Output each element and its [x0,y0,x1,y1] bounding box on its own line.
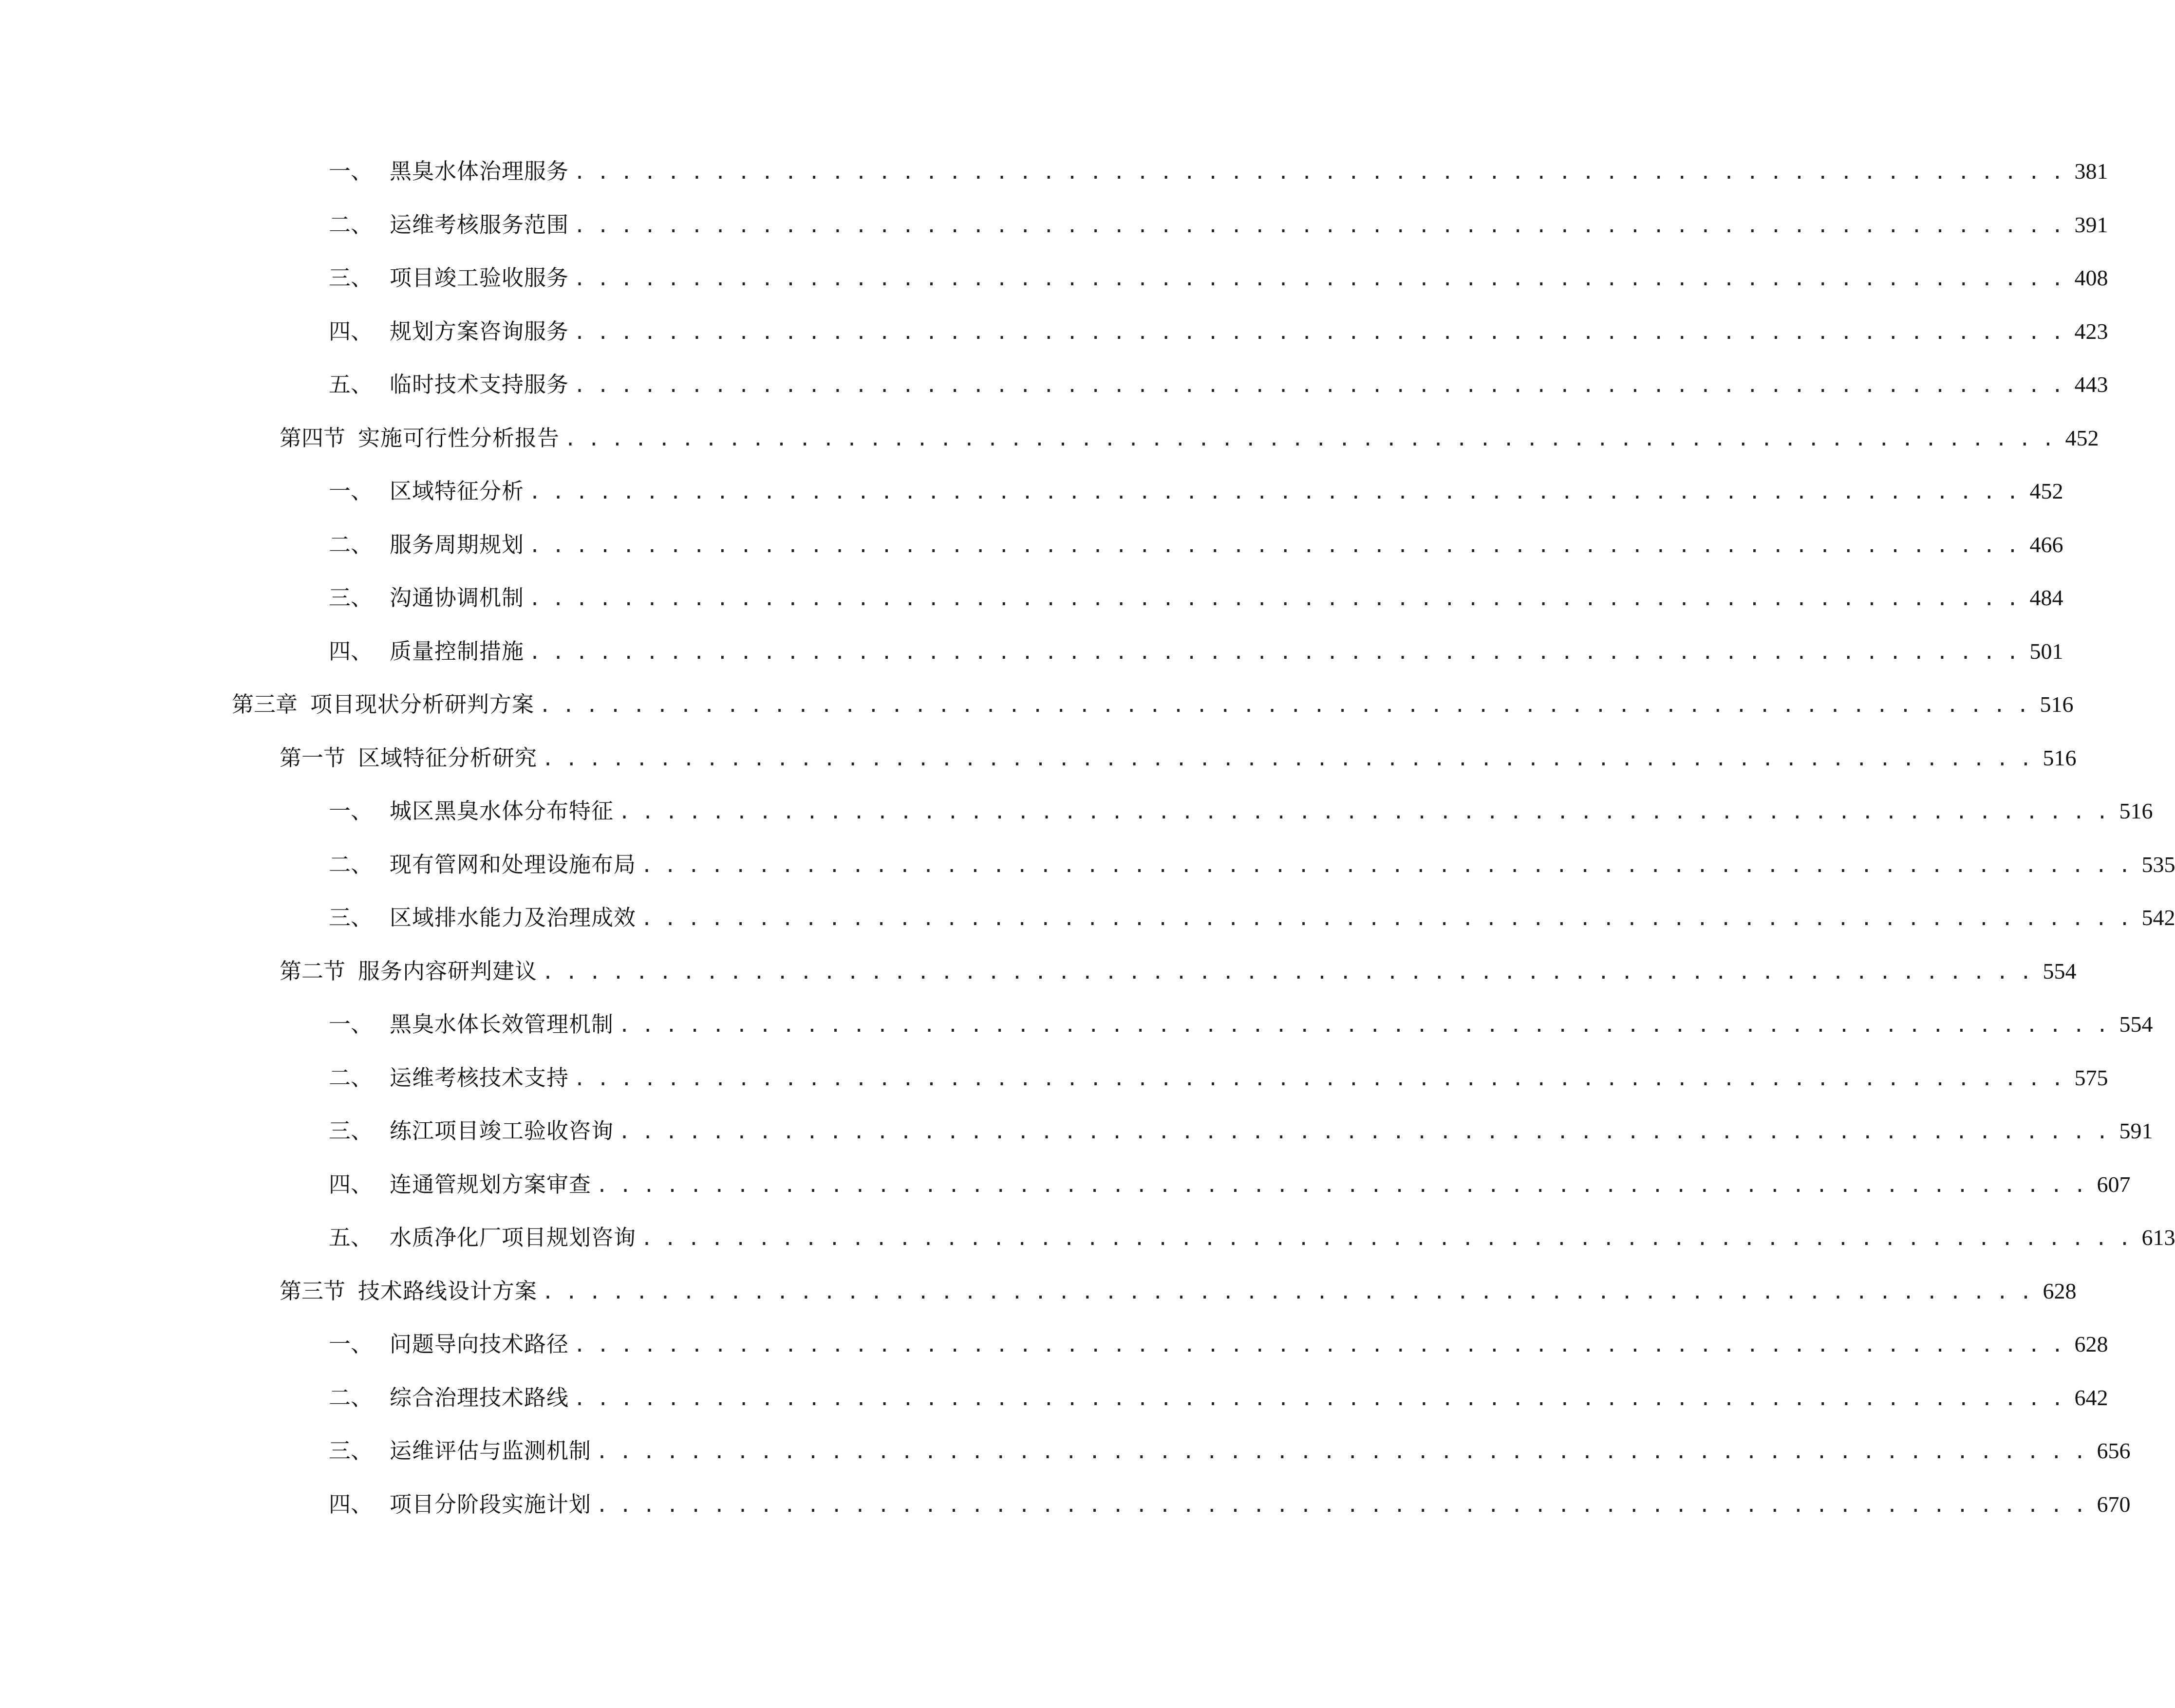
toc-entry[interactable] [329,477,2063,506]
toc-entry[interactable] [280,957,2077,986]
toc-entry-title: 连通管规划方案审查 [390,1171,592,1197]
toc-entry-number: 三、 [329,905,373,930]
toc-entry-title: 技术路线设计方案 [358,1278,538,1304]
toc-entry[interactable] [329,210,2108,240]
toc-entry-title: 运维考核服务范围 [390,212,569,238]
toc-entry[interactable] [329,1223,2175,1252]
toc-entry-number: 四、 [329,1171,373,1197]
toc-entry-number: 第一节 [280,745,346,771]
toc-entry-page: 501 [2029,639,2063,664]
toc-dot-leader: . . . . . . . . . . . . . . . . . . . . . . . . . . . . . . . . . . . . . . . . . . . . . . . . . . . . . . . . . . . . . . . . [529,535,2019,557]
toc-entry-number: 四、 [329,638,373,664]
toc-entry-title: 项目竣工验收服务 [390,265,569,291]
toc-entry[interactable] [329,583,2063,613]
toc-entry-title: 区域特征分析 [390,478,525,504]
toc-entry[interactable] [280,424,2099,453]
toc-entry-number: 四、 [329,1491,373,1517]
toc-dot-leader: . . . . . . . . . . . . . . . . . . . . . . . . . . . . . . . . . . . . . . . . . . . . . . . . . . . . . . . . . . . . . . . . [529,641,2019,664]
toc-entry-page: 656 [2097,1438,2131,1463]
toc-entry-title: 现有管网和处理设施布局 [390,852,637,877]
toc-entry[interactable] [329,317,2108,346]
toc-entry-title: 黑臭水体长效管理机制 [390,1011,614,1037]
toc-dot-leader: . . . . . . . . . . . . . . . . . . . . . . . . . . . . . . . . . . . . . . . . . . . . . . . . . . . . . . . . . . . . . . . . [529,481,2019,503]
toc-entry[interactable] [329,1330,2108,1359]
toc-entry[interactable] [232,690,2074,719]
toc-entry-number: 三、 [329,265,373,291]
toc-dot-leader: . . . . . . . . . . . . . . . . . . . . . . . . . . . . . . . . . . . . . . . . . . . . . . . . . . . . . . . . . . . . . . . . [564,428,2054,450]
toc-dot-leader: . . . . . . . . . . . . . . . . . . . . . . . . . . . . . . . . . . . . . . . . . . . . . . . . . . . . . . . . . . . . . . . . [596,1441,2086,1463]
toc-entry-page: 535 [2141,852,2175,877]
toc-entry[interactable] [329,797,2153,826]
toc-entry-title: 练江项目竣工验收咨询 [390,1118,614,1144]
toc-entry-title: 水质净化厂项目规划咨询 [390,1225,637,1250]
toc-entry-number: 一、 [329,478,373,504]
toc-entry[interactable] [329,1170,2131,1199]
toc-entry-page: 554 [2043,959,2077,984]
toc-dot-leader: . . . . . . . . . . . . . . . . . . . . . . . . . . . . . . . . . . . . . . . . . . . . . . . . . . . . . . . . . . . . . . . . [529,588,2019,610]
toc-entry[interactable] [329,1063,2108,1093]
toc-dot-leader: . . . . . . . . . . . . . . . . . . . . . . . . . . . . . . . . . . . . . . . . . . . . . . . . . . . . . . . . . . . . . . . . [539,694,2029,717]
toc-entry-title: 实施可行性分析报告 [358,425,560,451]
toc-entry-title: 综合治理技术路线 [390,1385,569,1411]
toc-dot-leader: . . . . . . . . . . . . . . . . . . . . . . . . . . . . . . . . . . . . . . . . . . . . . . . . . . . . . . . . . . . . . . . . [641,908,2131,930]
toc-entry-number: 五、 [329,1225,373,1250]
toc-entry-number: 第三节 [280,1278,346,1304]
toc-dot-leader: . . . . . . . . . . . . . . . . . . . . . . . . . . . . . . . . . . . . . . . . . . . . . . . . . . . . . . . . . . . . . . . . [542,1281,2032,1303]
toc-entry-number: 二、 [329,1385,373,1411]
toc-entry-page: 381 [2074,159,2108,184]
toc-entry-page: 466 [2029,532,2063,557]
toc-entry[interactable] [329,530,2063,559]
toc-entry-title: 区域特征分析研究 [358,745,538,771]
toc-entry-page: 423 [2074,319,2108,344]
toc-entry[interactable] [329,1010,2153,1039]
toc-entry-title: 运维评估与监测机制 [390,1438,592,1464]
toc-entry-page: 516 [2119,798,2153,823]
toc-entry-number: 二、 [329,532,373,557]
toc-entry-number: 三、 [329,1118,373,1144]
toc-entry[interactable] [329,370,2108,399]
toc-entry-number: 三、 [329,585,373,611]
toc-entry-page: 628 [2074,1332,2108,1356]
toc-entry-page: 516 [2043,745,2077,770]
toc-dot-leader: . . . . . . . . . . . . . . . . . . . . . . . . . . . . . . . . . . . . . . . . . . . . . . . . . . . . . . . . . . . . . . . . [619,1014,2108,1037]
toc-entry[interactable] [280,743,2077,773]
toc-entry[interactable] [329,850,2175,879]
toc-entry-title: 服务周期规划 [390,532,525,557]
toc-entry-number: 一、 [329,1011,373,1037]
toc-dot-leader: . . . . . . . . . . . . . . . . . . . . . . . . . . . . . . . . . . . . . . . . . . . . . . . . . . . . . . . . . . . . . . . . [574,268,2063,290]
toc-dot-leader: . . . . . . . . . . . . . . . . . . . . . . . . . . . . . . . . . . . . . . . . . . . . . . . . . . . . . . . . . . . . . . . . [596,1174,2086,1197]
toc-entry[interactable] [329,1116,2153,1146]
toc-entry-title: 规划方案咨询服务 [390,318,569,344]
toc-entry-number: 第二节 [280,958,346,984]
toc-entry[interactable] [329,1436,2131,1466]
toc-dot-leader: . . . . . . . . . . . . . . . . . . . . . . . . . . . . . . . . . . . . . . . . . . . . . . . . . . . . . . . . . . . . . . . . [574,161,2063,184]
toc-entry[interactable] [329,637,2063,666]
toc-entry-title: 项目分阶段实施计划 [390,1491,592,1517]
toc-entry[interactable] [280,1277,2077,1306]
toc-dot-leader: . . . . . . . . . . . . . . . . . . . . . . . . . . . . . . . . . . . . . . . . . . . . . . . . . . . . . . . . . . . . . . . . [596,1494,2086,1517]
toc-dot-leader: . . . . . . . . . . . . . . . . . . . . . . . . . . . . . . . . . . . . . . . . . . . . . . . . . . . . . . . . . . . . . . . . [641,1227,2131,1250]
toc-entry-page: 607 [2097,1172,2131,1197]
toc-entry-number: 二、 [329,212,373,238]
toc-entry-number: 第四节 [280,425,346,451]
toc-entry-number: 二、 [329,1065,373,1091]
toc-entry-page: 391 [2074,212,2108,237]
toc-entry[interactable] [329,903,2175,932]
toc-entry[interactable] [329,1383,2108,1412]
toc-entry-title: 黑臭水体治理服务 [390,158,569,184]
toc-entry-page: 542 [2141,905,2175,930]
toc-entry-number: 三、 [329,1438,373,1464]
toc-entry-number: 五、 [329,371,373,397]
toc-entry[interactable] [329,157,2108,186]
toc-entry-page: 452 [2029,479,2063,503]
toc-entry-number: 一、 [329,1331,373,1357]
toc-entry-title: 运维考核技术支持 [390,1065,569,1091]
toc-entry-number: 一、 [329,158,373,184]
toc-entry-page: 408 [2074,265,2108,290]
toc-entry-title: 沟通协调机制 [390,585,525,611]
toc-entry-page: 613 [2141,1225,2175,1250]
toc-entry-title: 城区黑臭水体分布特征 [390,798,614,824]
toc-entry-page: 554 [2119,1012,2153,1037]
toc-entry-number: 二、 [329,852,373,877]
toc-entry-page: 516 [2040,692,2074,717]
toc-entry-page: 443 [2074,372,2108,397]
toc-entry-page: 642 [2074,1385,2108,1410]
toc-dot-leader: . . . . . . . . . . . . . . . . . . . . . . . . . . . . . . . . . . . . . . . . . . . . . . . . . . . . . . . . . . . . . . . . [641,854,2131,877]
toc-entry[interactable] [329,263,2108,293]
toc-entry-title: 临时技术支持服务 [390,371,569,397]
toc-entry-title: 问题导向技术路径 [390,1331,569,1357]
toc-dot-leader: . . . . . . . . . . . . . . . . . . . . . . . . . . . . . . . . . . . . . . . . . . . . . . . . . . . . . . . . . . . . . . . . [619,1121,2108,1143]
toc-dot-leader: . . . . . . . . . . . . . . . . . . . . . . . . . . . . . . . . . . . . . . . . . . . . . . . . . . . . . . . . . . . . . . . . [574,321,2063,344]
toc-entry[interactable] [329,1490,2131,1519]
toc-entry-page: 628 [2043,1279,2077,1303]
toc-entry-page: 575 [2074,1065,2108,1090]
toc-entry-page: 484 [2029,585,2063,610]
toc-dot-leader: . . . . . . . . . . . . . . . . . . . . . . . . . . . . . . . . . . . . . . . . . . . . . . . . . . . . . . . . . . . . . . . . [542,748,2032,770]
toc-entry-page: 452 [2065,426,2099,450]
toc-dot-leader: . . . . . . . . . . . . . . . . . . . . . . . . . . . . . . . . . . . . . . . . . . . . . . . . . . . . . . . . . . . . . . . . [574,1388,2063,1410]
toc-dot-leader: . . . . . . . . . . . . . . . . . . . . . . . . . . . . . . . . . . . . . . . . . . . . . . . . . . . . . . . . . . . . . . . . [574,215,2063,237]
toc-dot-leader: . . . . . . . . . . . . . . . . . . . . . . . . . . . . . . . . . . . . . . . . . . . . . . . . . . . . . . . . . . . . . . . . [542,961,2032,984]
toc-dot-leader: . . . . . . . . . . . . . . . . . . . . . . . . . . . . . . . . . . . . . . . . . . . . . . . . . . . . . . . . . . . . . . . . [619,801,2108,823]
toc-dot-leader: . . . . . . . . . . . . . . . . . . . . . . . . . . . . . . . . . . . . . . . . . . . . . . . . . . . . . . . . . . . . . . . . [574,374,2063,397]
toc-entry-title: 服务内容研判建议 [358,958,538,984]
toc-entry-page: 670 [2097,1492,2131,1517]
toc-dot-leader: . . . . . . . . . . . . . . . . . . . . . . . . . . . . . . . . . . . . . . . . . . . . . . . . . . . . . . . . . . . . . . . . [574,1334,2063,1356]
toc-entry-title: 项目现状分析研判方案 [310,691,535,717]
toc-entry-number: 一、 [329,798,373,824]
toc-entry-page: 591 [2119,1118,2153,1143]
toc-entry-title: 区域排水能力及治理成效 [390,905,637,930]
toc-entry-number: 四、 [329,318,373,344]
toc-entry-number: 第三章 [232,691,298,717]
toc-entry-title: 质量控制措施 [390,638,525,664]
toc-dot-leader: . . . . . . . . . . . . . . . . . . . . . . . . . . . . . . . . . . . . . . . . . . . . . . . . . . . . . . . . . . . . . . . . [574,1068,2063,1090]
